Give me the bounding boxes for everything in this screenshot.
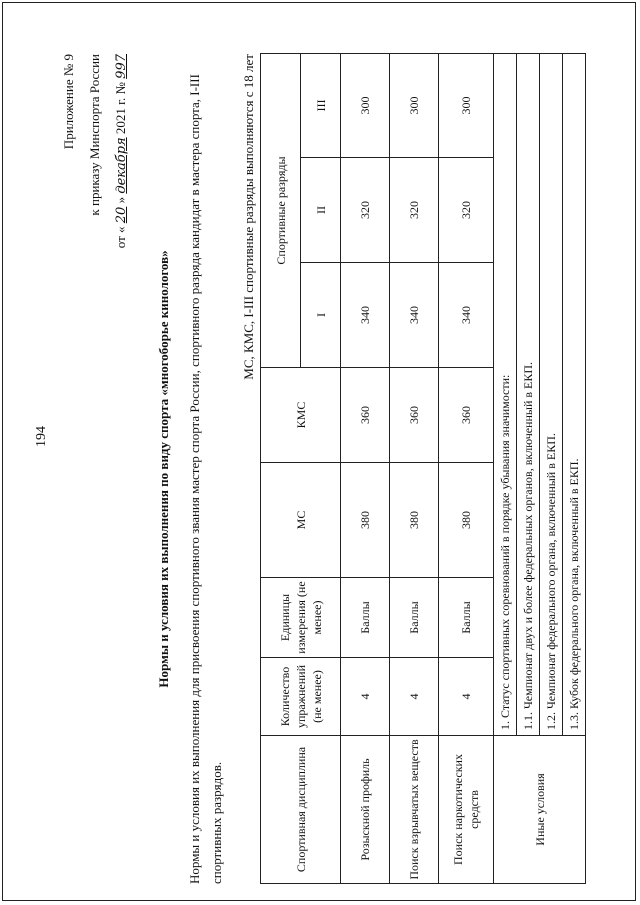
table-caption: МС, КМС, I-III спортивные разряды выполняются с 18 лет bbox=[241, 54, 256, 380]
cell-units: Баллы bbox=[439, 578, 494, 658]
table-row bbox=[390, 54, 439, 884]
cell-discipline: Поиск наркотических средств bbox=[439, 736, 494, 884]
cell-kms: 360 bbox=[439, 368, 494, 463]
header-kms: КМС bbox=[261, 368, 341, 463]
cell-rank-3: 300 bbox=[341, 54, 390, 158]
order-date-line bbox=[108, 54, 135, 248]
cell-discipline: Розыскной профиль bbox=[341, 736, 390, 884]
header-rank-1: I bbox=[301, 263, 341, 368]
header-rank-2: II bbox=[301, 158, 341, 263]
cell-rank-2: 320 bbox=[439, 158, 494, 263]
header-exercise-count: Количество упражнений (не менее) bbox=[261, 658, 341, 736]
cell-units: Баллы bbox=[390, 578, 439, 658]
cell-kms: 360 bbox=[341, 368, 390, 463]
order-reference: к приказу Минспорта России bbox=[87, 54, 102, 216]
cell-rank-1: 340 bbox=[341, 263, 390, 368]
cell-count: 4 bbox=[341, 658, 390, 736]
cell-rank-3: 300 bbox=[390, 54, 439, 158]
date-prefix: от « bbox=[113, 226, 128, 249]
date-mid: » bbox=[113, 196, 128, 204]
cell-units: Баллы bbox=[341, 578, 390, 658]
header-units: Единицы измерения (не менее) bbox=[261, 578, 341, 658]
cell-rank-2: 320 bbox=[341, 158, 390, 263]
condition-item: 1.2. Чемпионат федерального органа, включенный в ЕКП. bbox=[540, 54, 563, 735]
header-ms: МС bbox=[261, 463, 341, 578]
cell-rank-1: 340 bbox=[439, 263, 494, 368]
other-conditions-label: Иные условия bbox=[494, 736, 586, 884]
cell-rank-3: 300 bbox=[439, 54, 494, 158]
cell-ms: 380 bbox=[341, 463, 390, 578]
table-row bbox=[439, 54, 494, 884]
cell-kms: 360 bbox=[390, 368, 439, 463]
intro-paragraph: Нормы и условия их выполнения для присвоения спортивного звания мастер спорта России, спортивного разряда кандидат в мастера спорта, I-III спортивных разрядов. bbox=[187, 74, 224, 884]
condition-item: 1.1. Чемпионат двух и более федеральных органов, включенный в ЕКП. bbox=[517, 54, 540, 735]
cell-discipline: Поиск взрывчатых веществ bbox=[390, 736, 439, 884]
year-text: 2021 г. № bbox=[113, 82, 128, 135]
handwritten-month: декабря bbox=[114, 137, 129, 194]
norms-table bbox=[260, 53, 586, 884]
header-discipline: Спортивная дисциплина bbox=[261, 736, 341, 884]
other-conditions-row bbox=[494, 54, 586, 884]
page-number: 194 bbox=[34, 426, 49, 447]
cell-rank-1: 340 bbox=[390, 263, 439, 368]
cell-count: 4 bbox=[390, 658, 439, 736]
document-title: Нормы и условия их выполнения по виду спорта «многоборье кинологов» bbox=[156, 250, 171, 688]
document-content bbox=[56, 54, 586, 884]
cell-count: 4 bbox=[439, 658, 494, 736]
handwritten-number: 997 bbox=[114, 54, 129, 79]
appendix-label: Приложение № 9 bbox=[61, 54, 76, 150]
cell-ms: 380 bbox=[390, 463, 439, 578]
header-rank-3: III bbox=[301, 54, 341, 158]
cell-rank-2: 320 bbox=[390, 158, 439, 263]
header-ranks: Спортивные разряды bbox=[261, 54, 301, 368]
other-conditions-list bbox=[494, 54, 586, 736]
handwritten-day: 20 bbox=[114, 206, 129, 224]
appendix-header bbox=[56, 54, 135, 248]
condition-item: 1. Статус спортивных соревнований в порядке убывания значимости: bbox=[494, 54, 517, 735]
cell-ms: 380 bbox=[439, 463, 494, 578]
condition-item: 1.3. Кубок федерального органа, включенный в ЕКП. bbox=[567, 458, 581, 730]
table-row bbox=[341, 54, 390, 884]
